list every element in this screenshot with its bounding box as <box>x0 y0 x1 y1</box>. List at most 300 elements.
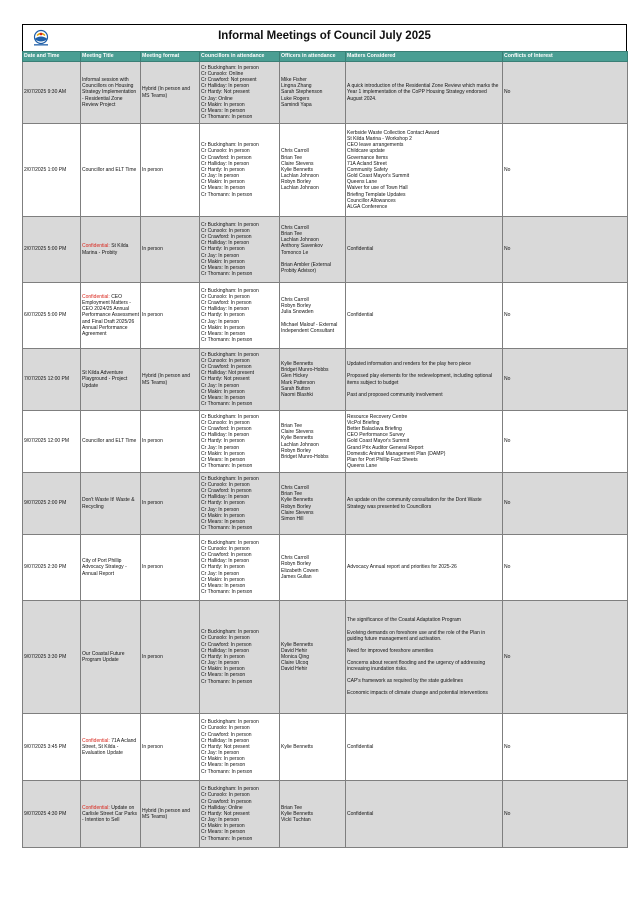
councillor-attendance: Cr Thomann: In person <box>201 401 253 408</box>
cell-date: 6/07/2025 5:00 PM <box>23 283 81 349</box>
councillor-attendance: Cr Crawford: In person <box>201 300 252 307</box>
matter-item: 71A Acland Street <box>347 160 387 167</box>
matter-item: An update on the community consultation for the Dont Waste Strategy was presented to Councillors <box>347 497 482 510</box>
councillor-attendance: Cr Halliday: In person <box>201 494 250 501</box>
matter-item: Gold Coast Mayor's Summit <box>347 173 410 180</box>
cell-officers <box>280 411 346 473</box>
cell-date: 9/07/2025 2:30 PM <box>23 535 81 601</box>
cell-matters <box>346 781 503 848</box>
table-row <box>23 411 628 473</box>
councillor-attendance: Cr Buckingham: In person <box>201 64 259 71</box>
councillor-attendance: Cr Mears: In person <box>201 264 246 271</box>
councillor-attendance: Cr Mears: In person <box>201 456 246 463</box>
officer-name: Glen Hickey <box>281 373 308 380</box>
councillor-attendance: Cr Makin: In person <box>201 756 245 763</box>
officer-name: Robyn Borley <box>281 561 312 568</box>
matter-item: Concerns about recent flooding and the urgency of addressing increasing inundation risks. <box>347 660 486 673</box>
cell-matters <box>346 473 503 535</box>
cell-officers <box>280 473 346 535</box>
officer-name: Tomonco Le <box>281 249 309 256</box>
table-row <box>23 473 628 535</box>
matter-item: Grand Prix Auditor General Report <box>347 444 424 451</box>
cell-councillors <box>200 349 280 411</box>
cell-councillors <box>200 283 280 349</box>
councillor-attendance: Cr Crawford: In person <box>201 641 252 648</box>
cell-conflicts: No <box>503 714 628 781</box>
councillor-attendance: Cr Halliday: In person <box>201 558 250 565</box>
cell-officers <box>280 781 346 848</box>
councillor-attendance: Cr Cunsolo: In person <box>201 227 250 234</box>
matter-item: Kerbside Waste Collection Contact Award <box>347 129 440 136</box>
councillor-attendance: Cr Makin: In person <box>201 666 245 673</box>
officer-name: Chris Carroll <box>281 485 309 492</box>
cell-meeting-format: In person <box>141 535 200 601</box>
councillor-attendance: Cr Makin: In person <box>201 388 245 395</box>
matter-item: Economic impacts of climate change and potential interventions <box>347 690 488 697</box>
cell-conflicts: No <box>503 124 628 217</box>
document-page <box>22 24 627 848</box>
cell-councillors <box>200 535 280 601</box>
councillor-attendance: Cr Mears: In person <box>201 829 246 836</box>
councillor-attendance: Cr Halliday: In person <box>201 432 250 439</box>
cell-meeting-title <box>81 411 141 473</box>
table-header-row <box>23 52 628 62</box>
cell-meeting-title <box>81 349 141 411</box>
councillor-attendance: Cr Makin: In person <box>201 823 245 830</box>
councillor-attendance: Cr Makin: In person <box>201 179 245 186</box>
matter-item: St Kilda Marina - Workshop 2 <box>347 136 412 143</box>
matter-item: Plan for Port Phillip Fact Sheets <box>347 456 418 463</box>
councillor-attendance: Cr Thomann: In person <box>201 337 253 344</box>
officer-name: Brian Tee <box>281 491 303 498</box>
councillor-attendance: Cr Buckingham: In person <box>201 351 259 358</box>
councillor-attendance: Cr Halliday: In person <box>201 647 250 654</box>
cell-date: 2/07/2025 9:30 AM <box>23 62 81 124</box>
cell-meeting-title <box>81 283 141 349</box>
officer-name: David Hehir <box>281 647 308 654</box>
table-row <box>23 283 628 349</box>
cell-date: 2/07/2025 5:00 PM <box>23 217 81 283</box>
cell-matters <box>346 349 503 411</box>
councillor-attendance: Cr Halliday: In person <box>201 306 250 313</box>
councillor-attendance: Cr Thomann: In person <box>201 271 253 278</box>
matter-item: Governance Items <box>347 154 388 161</box>
officer-name: Lachlan Johnson <box>281 237 319 244</box>
table-row <box>23 349 628 411</box>
table-row <box>23 781 628 848</box>
officer-name: Lachlan Johnson <box>281 185 319 192</box>
councillor-attendance: Cr Hardy: In person <box>201 438 245 445</box>
councillor-attendance: Cr Mears: In person <box>201 672 246 679</box>
cell-councillors <box>200 781 280 848</box>
confidential-label: Confidential: <box>82 737 110 744</box>
councillor-attendance: Cr Halliday: Not present <box>201 370 255 377</box>
matter-item: Councillor Allowances <box>347 197 396 204</box>
councillor-attendance: Cr Thomann: In person <box>201 589 253 596</box>
table-row <box>23 601 628 714</box>
councillor-attendance: Cr Cunsolo: In person <box>201 635 250 642</box>
councillor-attendance: Cr Crawford: Not present <box>201 77 257 84</box>
matter-item: ALGA Conference <box>347 203 388 210</box>
meeting-title-text: St Kilda Adventure Playground - Project Update <box>82 370 128 389</box>
councillor-attendance: Cr Hardy: In person <box>201 246 245 253</box>
officer-name: Brian Ambler (External Probity Advisor) <box>281 261 332 274</box>
councillor-attendance: Cr Buckingham: In person <box>201 719 259 726</box>
officer-name: Elizabeth Cowen <box>281 567 319 574</box>
cell-date: 9/07/2025 3:30 PM <box>23 601 81 714</box>
officer-name: Bridget Munro-Hobbs <box>281 367 329 374</box>
councillor-attendance: Cr Mears: In person <box>201 107 246 114</box>
cell-councillors <box>200 411 280 473</box>
table-row <box>23 124 628 217</box>
councillor-attendance: Cr Makin: In person <box>201 258 245 265</box>
meeting-title-text: Informal session with Councillors on Housing Strategy Implementation - Residential Zone Review Project <box>82 77 137 108</box>
officer-name: Claire Ulcoq <box>281 660 309 667</box>
cell-officers <box>280 601 346 714</box>
matter-item: CEO Performance Survey <box>347 432 405 439</box>
cell-meeting-format: In person <box>141 124 200 217</box>
officer-name: James Gullan <box>281 573 312 580</box>
column-header-date: Date and Time <box>23 52 81 62</box>
officer-name: Luke Rogers <box>281 95 310 102</box>
matter-item: CAP's framework as required by the state guidelines <box>347 678 464 685</box>
councillor-attendance: Cr Mears: In person <box>201 185 246 192</box>
officer-name: Robyn Borley <box>281 447 312 454</box>
councillor-attendance: Cr Thomann: In person <box>201 525 253 532</box>
officer-name: Brian Tee <box>281 804 303 811</box>
cell-matters <box>346 411 503 473</box>
councillor-attendance: Cr Crawford: In person <box>201 488 252 495</box>
officer-name: Kylie Bennetts <box>281 497 313 504</box>
cell-officers <box>280 124 346 217</box>
officer-name: Anthony Savenkov <box>281 243 323 250</box>
councillor-attendance: Cr Hardy: In person <box>201 500 245 507</box>
cell-meeting-format: In person <box>141 411 200 473</box>
meeting-title-text: Update on Carlisle Street Car Parks - Intention to Sell <box>82 804 138 824</box>
cell-councillors <box>200 473 280 535</box>
cell-meeting-title <box>81 62 141 124</box>
table-row <box>23 217 628 283</box>
councillor-attendance: Cr Cunsolo: In person <box>201 419 250 426</box>
matter-item: Confidential <box>347 312 374 319</box>
officer-name: Chris Carroll <box>281 555 309 562</box>
officer-name: Lachlan Johnson <box>281 441 319 448</box>
cell-conflicts: No <box>503 283 628 349</box>
councillor-attendance: Cr Buckingham: In person <box>201 221 259 228</box>
meeting-title-text: CEO Employment Matters - CEO 2024/25 Annual Performance Assessment and Final Draft 2025/26 Annual Performance Agreement <box>82 293 139 337</box>
councillor-attendance: Cr Mears: In person <box>201 762 246 769</box>
councillor-attendance: Cr Buckingham: In person <box>201 413 259 420</box>
cell-meeting-title <box>81 535 141 601</box>
councillor-attendance: Cr Crawford: In person <box>201 234 252 241</box>
councillor-attendance: Cr Thomann: In person <box>201 191 253 198</box>
officer-name: Sarah Stephenson <box>281 89 323 96</box>
councillor-attendance: Cr Halliday: In person <box>201 160 250 167</box>
cell-officers <box>280 62 346 124</box>
matter-item: Resource Recovery Centre <box>347 413 408 420</box>
cell-officers <box>280 535 346 601</box>
matter-item: Briefing Template Updates <box>347 191 406 198</box>
cell-councillors <box>200 124 280 217</box>
councillor-attendance: Cr Jay: In person <box>201 252 240 259</box>
meeting-title-text: Don't Waste It! Waste & Recycling <box>82 497 135 510</box>
officer-name: Claire Stevens <box>281 429 314 436</box>
officer-name: Kylie Bennetts <box>281 641 313 648</box>
matter-item: Advocacy Annual report and priorities for 2025-26 <box>347 564 457 571</box>
cell-date: 9/07/2025 4:30 PM <box>23 781 81 848</box>
cell-officers <box>280 217 346 283</box>
column-header-meeting-format: Meeting format <box>141 52 200 62</box>
councillor-attendance: Cr Thomann: In person <box>201 463 253 470</box>
cell-matters <box>346 124 503 217</box>
meeting-title-text: Councillor and ELT Time <box>82 438 137 445</box>
cell-councillors <box>200 714 280 781</box>
meeting-title-text: City of Port Phillip Advocacy Strategy - Annual Report <box>82 558 127 577</box>
officer-name: Chris Carroll <box>281 224 309 231</box>
cell-matters <box>346 62 503 124</box>
cell-conflicts: No <box>503 781 628 848</box>
cell-meeting-format: In person <box>141 217 200 283</box>
councillor-attendance: Cr Jay: In person <box>201 570 240 577</box>
councillor-attendance: Cr Makin: In person <box>201 576 245 583</box>
meeting-title-text: 71A Acland Street, St Kilda - Evaluation Update <box>82 737 137 757</box>
councillor-attendance: Cr Cunsolo: In person <box>201 545 250 552</box>
officer-name: Samindi Yapa <box>281 101 312 108</box>
councillor-attendance: Cr Thomann: In person <box>201 678 253 685</box>
councillor-attendance: Cr Cunsolo: In person <box>201 725 250 732</box>
cell-conflicts: No <box>503 217 628 283</box>
officer-name: Chris Carroll <box>281 297 309 304</box>
matter-item: VicPol Briefing <box>347 419 380 426</box>
councillor-attendance: Cr Jay: In person <box>201 660 240 667</box>
cell-meeting-format: Hybrid (In person and MS Teams) <box>141 62 200 124</box>
matter-item: A quick introduction of the Residential Zone Review which marks the Year 1 implementation of the CoPP Housing Strategy endorsed August 2024. <box>347 83 499 102</box>
councillor-attendance: Cr Crawford: In person <box>201 426 252 433</box>
cell-conflicts: No <box>503 411 628 473</box>
matter-item: Confidential <box>347 810 374 817</box>
officer-name: Vicki Tuchtan <box>281 817 311 824</box>
column-header-officers: Officers in attendance <box>280 52 346 62</box>
officer-name: Kylie Bennetts <box>281 743 313 750</box>
officer-name: Lingna Zhang <box>281 83 312 90</box>
councillor-attendance: Cr Crawford: In person <box>201 552 252 559</box>
cell-matters <box>346 283 503 349</box>
councillor-attendance: Cr Buckingham: In person <box>201 142 259 149</box>
cell-meeting-format: Hybrid (In person and MS Teams) <box>141 781 200 848</box>
councillor-attendance: Cr Cunsolo: In person <box>201 148 250 155</box>
officer-name: Monica Qing <box>281 653 310 660</box>
page-title: Informal Meetings of Council July 2025 <box>218 30 431 42</box>
councillor-attendance: Cr Crawford: In person <box>201 731 252 738</box>
councillor-attendance: Cr Hardy: In person <box>201 564 245 571</box>
title-bar <box>22 24 627 51</box>
matter-item: Confidential <box>347 743 374 750</box>
officer-name: Mike Fisher <box>281 77 307 84</box>
meeting-title-text: Our Coastal Future Program Update <box>82 650 125 663</box>
councillor-attendance: Cr Jay: In person <box>201 444 240 451</box>
cell-officers <box>280 283 346 349</box>
officer-name: Kylie Bennetts <box>281 361 313 368</box>
officer-name: Robyn Borley <box>281 179 312 186</box>
cell-meeting-title <box>81 473 141 535</box>
councillor-attendance: Cr Hardy: Not present <box>201 89 250 96</box>
cell-conflicts: No <box>503 601 628 714</box>
councillor-attendance: Cr Halliday: In person <box>201 83 250 90</box>
councillor-attendance: Cr Thomann: In person <box>201 835 253 842</box>
matter-item: Gold Coast Mayor's Summit <box>347 438 410 445</box>
column-header-matters: Matters Considered <box>346 52 503 62</box>
councillor-attendance: Cr Makin: In person <box>201 101 245 108</box>
officer-name: Claire Stevens <box>281 160 314 167</box>
meetings-table <box>22 51 628 848</box>
officer-name: Michael Malouf - External Independent Consultant <box>281 321 338 334</box>
matter-item: Updated information and renders for the play hero piece <box>347 361 471 368</box>
officer-name: Mark Patterson <box>281 379 315 386</box>
cell-meeting-title <box>81 601 141 714</box>
councillor-attendance: Cr Crawford: In person <box>201 798 252 805</box>
cell-date: 9/07/2025 2:00 PM <box>23 473 81 535</box>
matter-item: Community Safety <box>347 166 388 173</box>
cell-meeting-format: In person <box>141 473 200 535</box>
cell-meeting-title <box>81 714 141 781</box>
meeting-title-text: Councillor and ELT Time <box>82 166 137 173</box>
matter-item: Proposed play elements for the redevelopment, including optional items subject to budget <box>347 373 493 386</box>
councillor-attendance: Cr Jay: In person <box>201 318 240 325</box>
cell-meeting-format: Hybrid (In person and MS Teams) <box>141 349 200 411</box>
councillor-attendance: Cr Mears: In person <box>201 518 246 525</box>
councillor-attendance: Cr Makin: In person <box>201 450 245 457</box>
officer-name: Brian Tee <box>281 154 303 161</box>
officer-name: Chris Carroll <box>281 148 309 155</box>
councillor-attendance: Cr Hardy: Not present <box>201 810 250 817</box>
matter-item: Confidential <box>347 246 374 253</box>
officer-name: Brian Tee <box>281 231 303 238</box>
councillor-attendance: Cr Cunsolo: Online <box>201 70 244 77</box>
councillor-attendance: Cr Cunsolo: In person <box>201 792 250 799</box>
councillor-attendance: Cr Mears: In person <box>201 582 246 589</box>
officer-name: Brian Tee <box>281 423 303 430</box>
cell-officers <box>280 714 346 781</box>
officer-name: Naomi Blashki <box>281 391 313 398</box>
cell-date: 9/07/2025 12:00 PM <box>23 411 81 473</box>
confidential-label: Confidential: <box>82 293 110 300</box>
councillor-attendance: Cr Jay: In person <box>201 750 240 757</box>
confidential-label: Confidential: <box>82 243 110 250</box>
councillor-attendance: Cr Jay: Online <box>201 95 233 102</box>
matter-item: Waiver for use of Town Hall <box>347 185 408 192</box>
matter-item: Evolving demands on foreshore use and the role of the Plan in guiding future management and activation. <box>347 629 486 642</box>
officer-name: Julia Snowden <box>281 309 314 316</box>
officer-name: Claire Stevens <box>281 509 314 516</box>
matter-item: Better Balaclava Briefing <box>347 426 402 433</box>
officer-name: Kylie Bennetts <box>281 810 313 817</box>
councillor-attendance: Cr Crawford: In person <box>201 154 252 161</box>
officer-name: David Hehir <box>281 666 308 673</box>
table-row <box>23 714 628 781</box>
cell-councillors <box>200 62 280 124</box>
councillor-attendance: Cr Mears: In person <box>201 394 246 401</box>
cell-matters <box>346 217 503 283</box>
matter-item: Queens Lane <box>347 463 378 470</box>
councillor-attendance: Cr Hardy: Not present <box>201 376 250 383</box>
cell-meeting-title <box>81 124 141 217</box>
cell-matters <box>346 535 503 601</box>
councillor-attendance: Cr Thomann: In person <box>201 768 253 775</box>
cell-officers <box>280 349 346 411</box>
councillor-attendance: Cr Hardy: In person <box>201 166 245 173</box>
column-header-councillors: Councillors in attendance <box>200 52 280 62</box>
councillor-attendance: Cr Jay: In person <box>201 173 240 180</box>
cell-matters <box>346 601 503 714</box>
column-header-meeting-title: Meeting Title <box>81 52 141 62</box>
councillor-attendance: Cr Cunsolo: In person <box>201 357 250 364</box>
cell-meeting-format: In person <box>141 283 200 349</box>
cell-meeting-title <box>81 217 141 283</box>
councillor-attendance: Cr Hardy: Not present <box>201 743 250 750</box>
councillor-attendance: Cr Buckingham: In person <box>201 539 259 546</box>
cell-meeting-title <box>81 781 141 848</box>
cell-matters <box>346 714 503 781</box>
councillor-attendance: Cr Crawford: In person <box>201 364 252 371</box>
meeting-title-text: St Kilda Marina - Probity <box>82 243 129 256</box>
councillor-attendance: Cr Thomann: In person <box>201 114 253 121</box>
cell-conflicts: No <box>503 349 628 411</box>
councillor-attendance: Cr Jay: In person <box>201 382 240 389</box>
matter-item: CEO leave arrangements <box>347 142 404 149</box>
cell-meeting-format: In person <box>141 714 200 781</box>
councillor-attendance: Cr Makin: In person <box>201 512 245 519</box>
cell-conflicts: No <box>503 62 628 124</box>
cell-date: 9/07/2025 3:45 PM <box>23 714 81 781</box>
column-header-conflicts: Conflicts of Interest <box>503 52 628 62</box>
councillor-attendance: Cr Buckingham: In person <box>201 629 259 636</box>
officer-name: Simon Hill <box>281 515 304 522</box>
confidential-label: Confidential: <box>82 804 110 811</box>
councillor-attendance: Cr Halliday: In person <box>201 240 250 247</box>
councillor-attendance: Cr Buckingham: In person <box>201 475 259 482</box>
matter-item: Need for improved foreshore amenities <box>347 647 434 654</box>
cell-date: 7/07/2025 12:00 PM <box>23 349 81 411</box>
councillor-attendance: Cr Mears: In person <box>201 330 246 337</box>
cell-meeting-format: In person <box>141 601 200 714</box>
matter-item: Past and proposed community involvement <box>347 391 443 398</box>
cell-councillors <box>200 217 280 283</box>
councillor-attendance: Cr Jay: In person <box>201 506 240 513</box>
officer-name: Robyn Borley <box>281 503 312 510</box>
councillor-attendance: Cr Cunsolo: In person <box>201 481 250 488</box>
matter-item: Domestic Animal Management Plan (DAMP) <box>347 450 446 457</box>
councillor-attendance: Cr Makin: In person <box>201 324 245 331</box>
councillor-attendance: Cr Jay: In person <box>201 817 240 824</box>
matter-item: The significance of the Coastal Adaptation Program <box>347 617 461 624</box>
officer-name: Kylie Bennetts <box>281 166 313 173</box>
councillor-attendance: Cr Hardy: In person <box>201 653 245 660</box>
officer-name: Kylie Bennetts <box>281 435 313 442</box>
cell-date: 2/07/2025 1:00 PM <box>23 124 81 217</box>
officer-name: Robyn Borley <box>281 303 312 310</box>
table-row <box>23 535 628 601</box>
table-row <box>23 62 628 124</box>
officer-name: Sarah Button <box>281 385 311 392</box>
matter-item: Childcare update <box>347 148 385 155</box>
matter-item: Queens Lane <box>347 179 378 186</box>
councillor-attendance: Cr Halliday: In person <box>201 737 250 744</box>
councillor-attendance: Cr Halliday: Online <box>201 804 243 811</box>
officer-name: Lachlan Johnson <box>281 173 319 180</box>
councillor-attendance: Cr Cunsolo: In person <box>201 293 250 300</box>
cell-conflicts: No <box>503 535 628 601</box>
councillor-attendance: Cr Hardy: In person <box>201 312 245 319</box>
